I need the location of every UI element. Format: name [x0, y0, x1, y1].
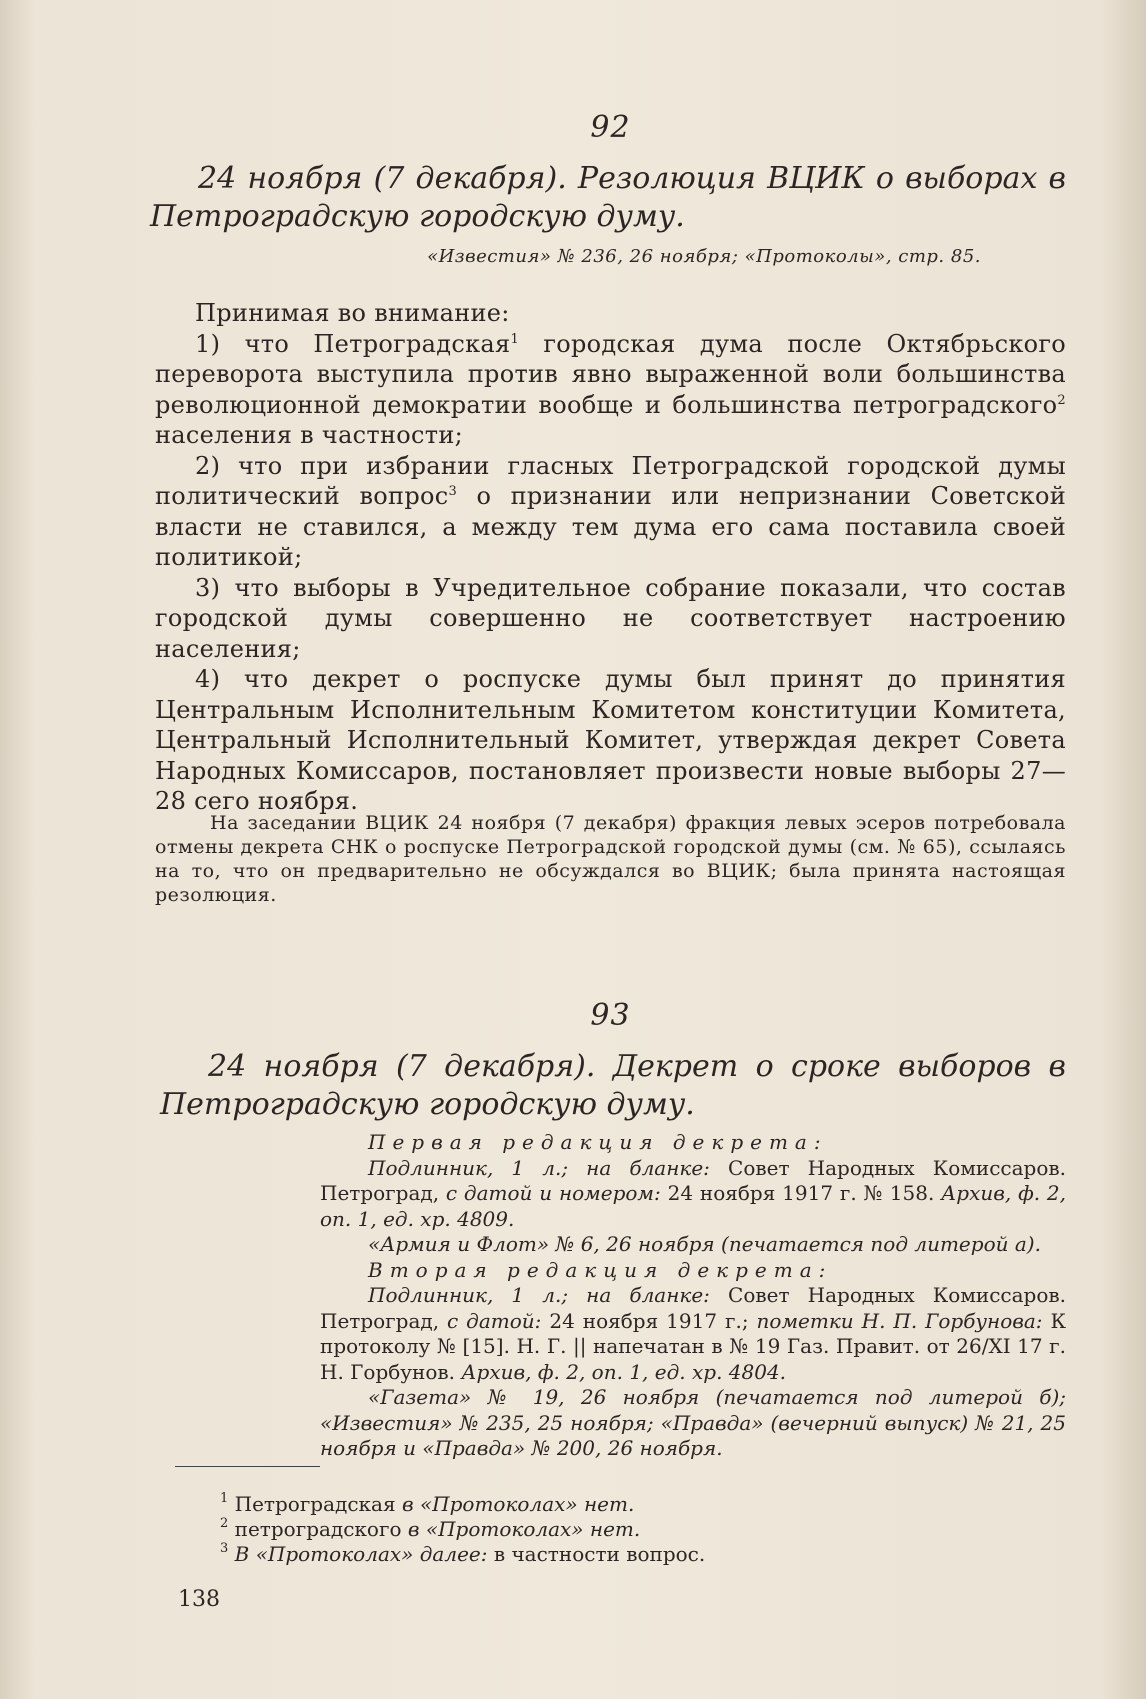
document-number-93: 93 [590, 998, 631, 1033]
page-number: 138 [178, 1587, 220, 1612]
footnotes [155, 1492, 1066, 1567]
point-3: 3) что выборы в Учредительное собрание показали, что состав городской думы совершенно не соответствует настроению населения; [155, 573, 1066, 663]
footnote-3: $^3$ В «Протоколах» далее: в частности вопрос. [220, 1541, 706, 1566]
document-source-92: «Известия» № 236, 26 ноября; «Протоколы», стр. 85. [427, 246, 981, 267]
footnote-ref-2[interactable]: 2 [1057, 392, 1066, 408]
footnote-ref-3[interactable]: 3 [448, 484, 458, 499]
edition-2-original: Подлинник, 1 л.; на бланке: Совет Народных Комиссаров. Петроград, с датой: 24 ноября 1917 г.; пометки Н. П. Горбунова: К протоколу № [15]. Н. Г. || напечатан в № 19 Газ. Правит. от 26/XI 17 г. Н. Горбунов. Архив, ф. 2, оп. 1, ед. хр. 4804. [320, 1283, 1066, 1384]
footnote-divider [175, 1466, 320, 1467]
point-1: 1) что Петроградская$^1$ городская дума после Октябрьского переворота выступила против явно выраженной воли большинства революционной демократии вообще и большинства петроградского$^2$ населения в частности; [155, 329, 1066, 449]
point-2: 2) что при избрании гласных Петроградской городской думы политический вопрос$^3$ о признании или непризнании Советской власти не ставился, а между тем дума его сама поставила своей политикой; [155, 451, 1066, 571]
document-number-92: 92 [590, 110, 631, 145]
editorial-note-92: На заседании ВЦИК 24 ноября (7 декабря) фракция левых эсеров потребовала отмены декрета СНК о роспуске Петроградской городской думы (см. № 65), ссылаясь на то, что он предварительно не обсуждался во ВЦИК; была принята настоящая резолюция. [155, 812, 1066, 906]
intro-line: Принимая во внимание: [195, 299, 510, 327]
footnote-ref-1[interactable]: 1 [510, 331, 520, 347]
footnote-2: $^2$ петроградского в «Протоколах» нет. [220, 1516, 641, 1541]
document-title-93: 24 ноября (7 декабря). Декрет о сроке выборов в Петроградскую городскую думу. [160, 1049, 1066, 1122]
edition-2-heading: Вторая редакция декрета: [368, 1257, 833, 1282]
document-sources-93 [155, 1130, 1066, 1462]
resolution-body [155, 298, 1066, 817]
edition-1-heading: Первая редакция декрета: [368, 1130, 828, 1154]
edition-1-publication: «Армия и Флот» № 6, 26 ноября (печатается под литерой а). [368, 1232, 1041, 1256]
footnote-1: $^1$ Петроградская в «Протоколах» нет. [220, 1491, 635, 1516]
edition-2-publication: «Газета» № 19, 26 ноября (печатается под литерой б); «Известия» № 235, 25 ноября; «Правда» (вечерний выпуск) № 21, 25 ноября и «Правда» № 200, 26 ноября. [320, 1385, 1066, 1460]
point-4: 4) что декрет о роспуске думы был принят до принятия Центральным Исполнительным Комитетом конституции Комитета, Центральный Исполнительный Комитет, утверждая декрет Совета Народных Комиссаров, постановляет произвести новые выборы 27—28 сего ноября. [155, 665, 1066, 815]
document-title-92: 24 ноября (7 декабря). Резолюция ВЦИК о выборах в Петроградскую городскую думу. [150, 161, 1066, 234]
edition-1-original: Подлинник, 1 л.; на бланке: Совет Народных Комиссаров. Петроград, с датой и номером: 24 ноября 1917 г. № 158. Архив, ф. 2, оп. 1, ед. хр. 4809. [320, 1155, 1067, 1231]
